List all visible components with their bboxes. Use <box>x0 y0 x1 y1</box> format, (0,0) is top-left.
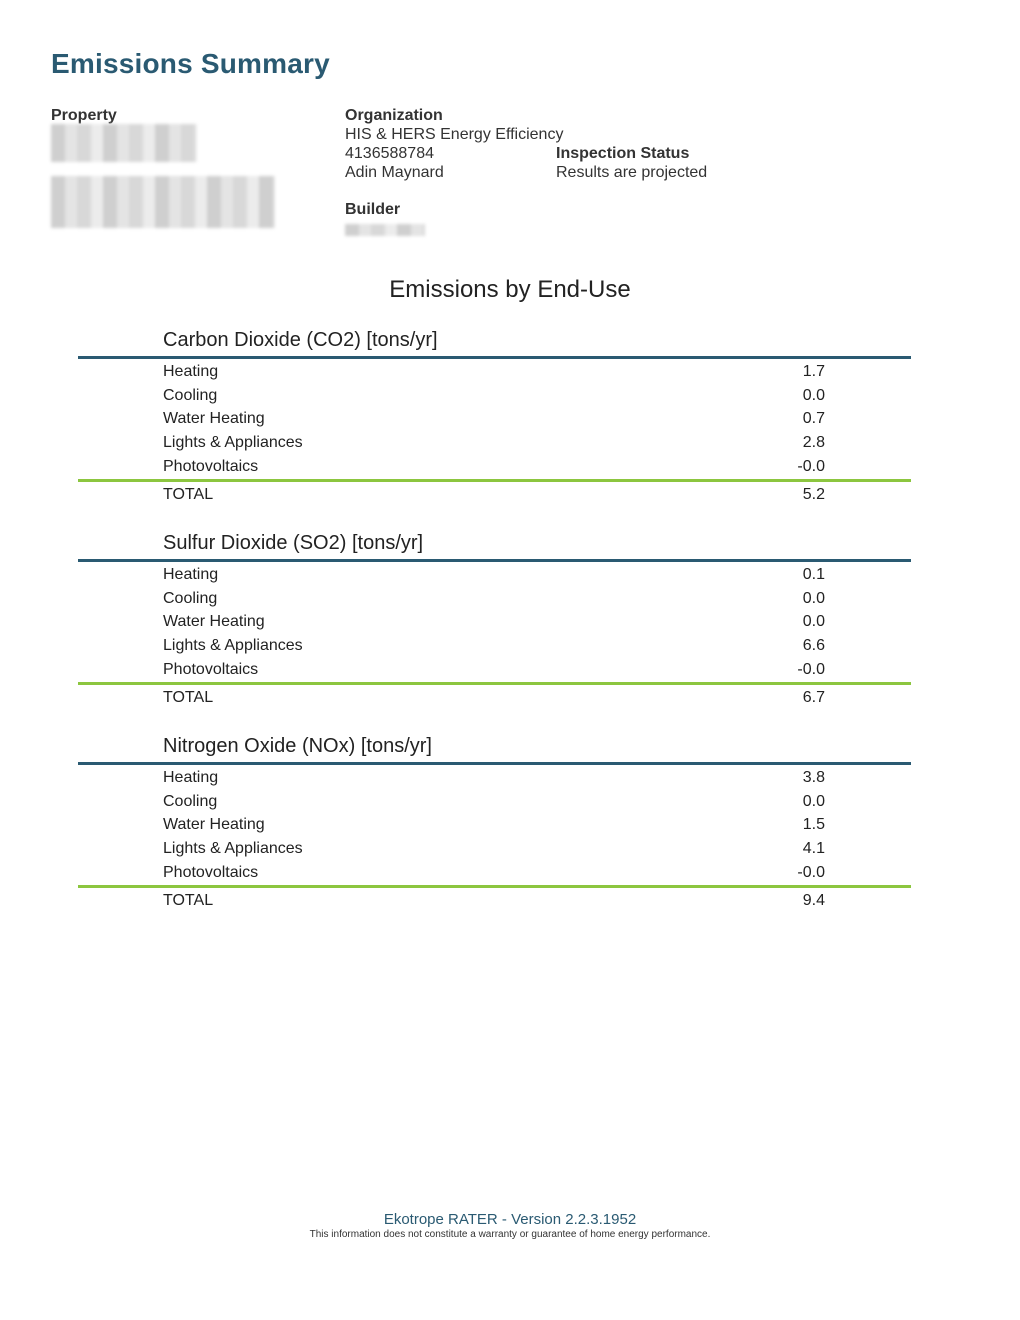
table-total-rule <box>78 682 911 685</box>
property-address-redacted <box>51 124 197 162</box>
inspection-block <box>556 144 707 182</box>
table-row <box>78 385 911 409</box>
inspection-status-value: Results are projected <box>556 164 708 181</box>
row-name: Lights & Appliances <box>163 637 303 655</box>
row-name: Photovoltaics <box>163 457 259 475</box>
total-label: TOTAL <box>163 892 214 909</box>
total-row <box>78 890 911 914</box>
total-row <box>78 687 911 711</box>
table-header-rule <box>78 356 911 359</box>
row-value: 3.8 <box>802 769 825 786</box>
row-value: 1.5 <box>802 816 825 834</box>
total-row <box>78 484 911 508</box>
row-value: 0.0 <box>802 613 825 631</box>
table-header-rule <box>78 559 911 562</box>
organization-label: Organization <box>345 107 443 124</box>
property-block <box>51 106 291 125</box>
row-value: 0.0 <box>802 589 825 607</box>
table-row <box>78 588 911 612</box>
row-name: Water Heating <box>163 410 265 428</box>
total-label: TOTAL <box>163 486 214 503</box>
row-name: Water Heating <box>163 816 265 834</box>
total-label: TOTAL <box>163 689 214 706</box>
row-value: -0.0 <box>797 457 825 475</box>
table-row <box>78 564 911 588</box>
organization-block <box>345 106 564 182</box>
row-name: Cooling <box>163 386 218 404</box>
table-total-rule <box>78 885 911 888</box>
property-label: Property <box>51 107 117 124</box>
table-total-rule <box>78 479 911 482</box>
total-value: 9.4 <box>802 892 825 909</box>
organization-phone: 4136588784 <box>345 145 434 162</box>
row-name: Heating <box>163 566 219 583</box>
footer-disclaimer: This information does not constitute a warranty or guarantee of home energy performance. <box>309 1229 711 1240</box>
row-name: Lights & Appliances <box>163 434 303 452</box>
table-row <box>78 361 911 385</box>
table-rows <box>78 767 911 885</box>
table-rows <box>78 564 911 682</box>
row-value: 0.0 <box>802 386 825 404</box>
row-value: 2.8 <box>802 434 825 452</box>
table-row <box>78 659 911 683</box>
table-title: Sulfur Dioxide (SO2) [tons/yr] <box>163 532 424 554</box>
row-value: 0.1 <box>802 566 825 583</box>
table-row <box>78 838 911 862</box>
footer-version: Ekotrope RATER - Version 2.2.3.1952 <box>383 1211 637 1228</box>
row-value: 0.7 <box>802 410 825 428</box>
builder-label: Builder <box>345 201 401 218</box>
table-row <box>78 456 911 480</box>
total-value: 5.2 <box>802 486 825 503</box>
table-row <box>78 408 911 432</box>
row-name: Photovoltaics <box>163 863 259 881</box>
organization-contact: Adin Maynard <box>345 164 444 181</box>
row-name: Lights & Appliances <box>163 840 303 858</box>
table-row <box>78 611 911 635</box>
property-city-redacted <box>51 176 275 228</box>
table-row <box>78 432 911 456</box>
row-name: Cooling <box>163 792 218 810</box>
table-title: Nitrogen Oxide (NOx) [tons/yr] <box>163 735 432 757</box>
row-name: Photovoltaics <box>163 660 259 678</box>
row-value: 1.7 <box>802 363 825 380</box>
row-value: -0.0 <box>797 660 825 678</box>
page-footer <box>0 1211 1020 1241</box>
row-value: -0.0 <box>797 863 825 881</box>
builder-name-redacted <box>345 224 425 236</box>
builder-block <box>345 200 400 219</box>
table-row <box>78 862 911 886</box>
table-title: Carbon Dioxide (CO2) [tons/yr] <box>163 329 438 351</box>
table-row <box>78 791 911 815</box>
table-header-rule <box>78 762 911 765</box>
row-name: Heating <box>163 363 219 380</box>
total-value: 6.7 <box>802 689 825 706</box>
row-name: Cooling <box>163 589 218 607</box>
page-title: Emissions Summary <box>51 48 330 79</box>
table-row <box>78 814 911 838</box>
table-row <box>78 767 911 791</box>
row-value: 6.6 <box>802 637 825 655</box>
row-name: Heating <box>163 769 219 786</box>
table-rows <box>78 361 911 479</box>
organization-name: HIS & HERS Energy Efficiency <box>345 126 564 143</box>
table-row <box>78 635 911 659</box>
row-value: 4.1 <box>802 840 825 858</box>
row-value: 0.0 <box>802 792 825 810</box>
section-title: Emissions by End-Use <box>389 276 631 303</box>
inspection-status-label: Inspection Status <box>556 145 690 162</box>
row-name: Water Heating <box>163 613 265 631</box>
